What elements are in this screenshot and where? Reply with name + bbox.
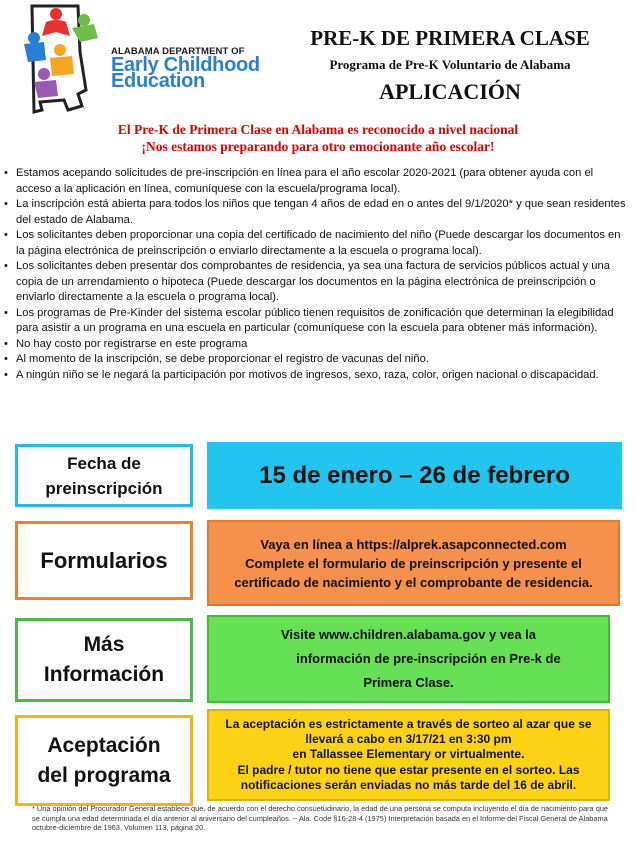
page-title: PRE-K DE PRIMERA CLASE bbox=[310, 26, 590, 50]
info-label-line2: Información bbox=[43, 663, 165, 686]
logo-name-line2: Education bbox=[111, 70, 205, 92]
fecha-label-box bbox=[15, 444, 193, 507]
list-item: • Estamos acepando solicitudes de pre-inscripción en línea para el año escolar 2020-2021 (para obtener ayuda con el acceso a la aplicación en línea, comuníquese con la escuela/programa local). bbox=[4, 166, 626, 197]
formularios-label: Formularios bbox=[40, 547, 168, 573]
footnote: * Una opinión del Procurador General establece que, de acuerdo con el derecho consuetudinario, la edad de una persona se computa incluyendo el día de nacimiento para que se cumpla una edad determinada el día anterior al aniversario del cumpleaños. ~ Ala. Code §16-28-4 (1975) Interpretación basada en el Informe del Fiscal General de Alabama octubre-diciembre de 1963. Volumen 113, página 20. bbox=[32, 804, 609, 832]
alabama-state-logo-icon bbox=[20, 2, 110, 114]
page-subtitle: Programa de Pre-K Voluntario de Alabama bbox=[329, 57, 571, 72]
logo-department: ALABAMA DEPARTMENT OF bbox=[111, 46, 245, 57]
banner-line1: El Pre-K de Primera Clase en Alabama es reconocido a nivel nacional bbox=[117, 122, 519, 137]
logo-name-line1: Early Childhood bbox=[111, 54, 260, 76]
info-label-box bbox=[15, 618, 193, 702]
aceptacion-content-box bbox=[207, 709, 610, 801]
aceptacion-line5: notificaciones serán enviadas no más tarde del 16 de abril. bbox=[240, 777, 577, 792]
banner-line2: ¡Nos estamos preparando para otro emocionante año escolar! bbox=[141, 139, 495, 154]
registration-dates: 15 de enero – 26 de febrero bbox=[259, 461, 570, 489]
info-label-line1: Más bbox=[83, 633, 125, 656]
fecha-label-line1: Fecha de bbox=[67, 453, 141, 473]
list-item: • Los solicitantes deben proporcionar una copia del certificado de nacimiento del niño (Puede descargar los documentos en la página electrónica de preinscripción o enviarlo directamente a la escuela o programa local). bbox=[4, 228, 626, 259]
fecha-content-box bbox=[207, 442, 622, 509]
list-item: • No hay costo por registrarse en este programa bbox=[4, 337, 626, 353]
fecha-label-line2: preinscripción bbox=[45, 478, 163, 498]
aceptacion-label-box bbox=[15, 715, 193, 806]
title-block bbox=[300, 26, 600, 105]
info-line1[interactable]: Visite www.children.alabama.gov y vea la bbox=[280, 627, 537, 642]
requirements-list bbox=[4, 166, 626, 383]
info-content-box bbox=[207, 615, 610, 703]
formularios-label-box bbox=[15, 521, 193, 600]
aceptacion-line4: El padre / tutor no tiene que estar presente en el sorteo. Las bbox=[237, 762, 580, 777]
aceptacion-label-line1: Aceptación bbox=[47, 733, 161, 757]
formularios-line1[interactable]: Vaya en línea a https://alprek.asapconnected.com bbox=[260, 536, 567, 552]
recognition-banner bbox=[0, 121, 636, 155]
info-line2: información de pre-inscripción en Pre-k de bbox=[296, 651, 561, 666]
logo bbox=[20, 2, 270, 114]
list-item: • Los solicitantes deben presentar dos comprobantes de residencia, ya sea una factura de servicios públicos actual y una copia de un arrendamiento o hipoteca (Puede descargar los documentos en la página electrónica de preinscripción o enviarlo directamente a la escuela o programa local). bbox=[4, 259, 626, 306]
list-item: • La inscripción está abierta para todos los niños que tengan 4 años de edad en o antes del 9/1/2020* y que sean residentes del estado de Alabama. bbox=[4, 197, 626, 228]
aceptacion-line2: llevará a cabo en 3/17/21 en 3:30 pm bbox=[305, 732, 512, 747]
formularios-line3: certificado de nacimiento y el comprobante de residencia. bbox=[234, 574, 593, 590]
aceptacion-line3: en Tallassee Elementary or virtualmente. bbox=[292, 747, 525, 762]
formularios-line2: Complete el formulario de preinscripción y presente el bbox=[245, 555, 582, 571]
list-item: • Al momento de la inscripción, se debe proporcionar el registro de vacunas del niño. bbox=[4, 352, 626, 368]
formularios-content-box bbox=[207, 520, 620, 606]
info-line3: Primera Clase. bbox=[363, 675, 454, 690]
list-item: • Los programas de Pre-Kinder del sistema escolar público tienen requisitos de zonificación que determinan la elegibilidad para asistir a un programa en una escuela en particular (comuníquese con la escuela para obtener más información). bbox=[4, 306, 626, 337]
aceptacion-label-line2: del programa bbox=[37, 763, 171, 787]
aceptacion-line1: La aceptación es estrictamente a través de sorteo al azar que se bbox=[225, 716, 592, 731]
application-heading: APLICACIÓN bbox=[379, 79, 521, 104]
list-item: • A ningún niño se le negará la participación por motivos de ingresos, sexo, raza, color, origen nacional o discapacidad. bbox=[4, 368, 626, 384]
